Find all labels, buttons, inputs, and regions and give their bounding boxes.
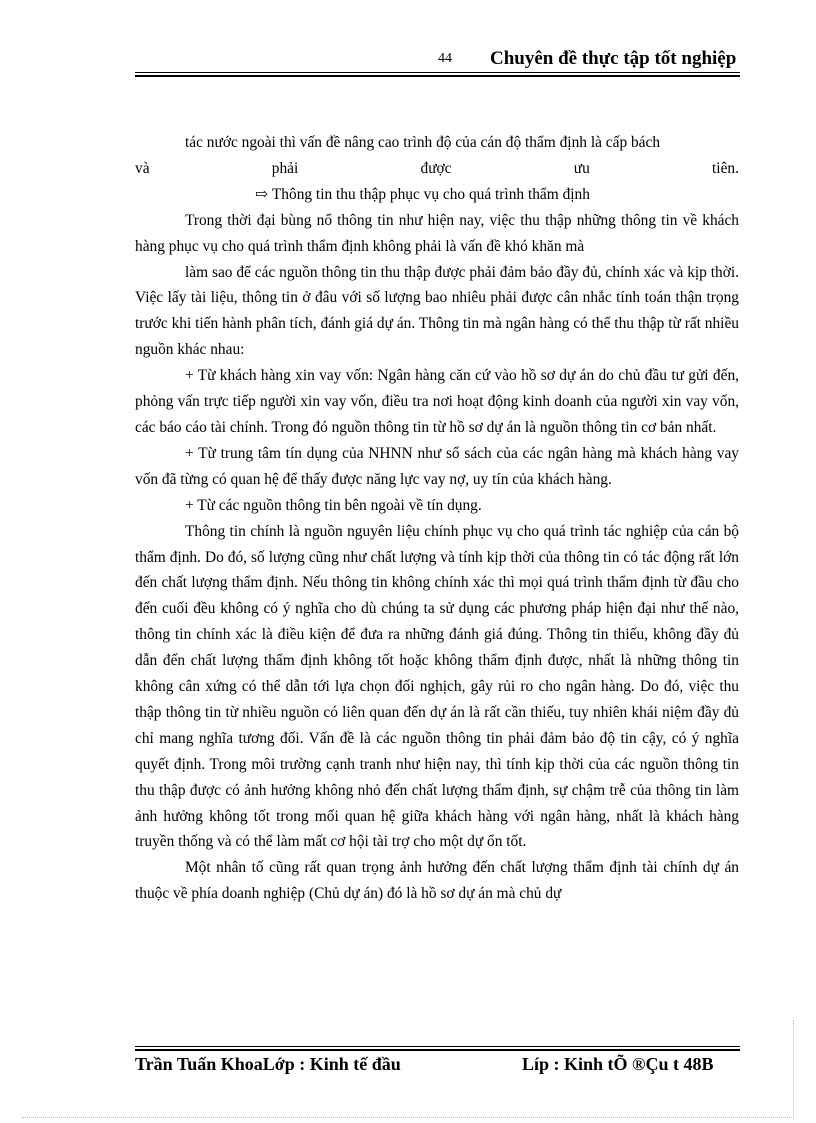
page-number: 44 bbox=[438, 51, 452, 66]
header-rule bbox=[135, 72, 740, 77]
paragraph-3: làm sao để các nguồn thông tin thu thập được phải đảm bảo đầy đủ, chính xác và kịp thời. Việc lấy tài liệu, thông tin ở đâu với số lượng bao nhiêu phải được cân nhắc tính toán thận trọng trước khi tiến hành phân tích, đánh giá dự án. Thông tin mà ngân hàng có thể thu thập từ rất nhiều nguồn khác nhau: bbox=[135, 263, 739, 359]
subheading bbox=[135, 182, 739, 208]
body-text bbox=[135, 130, 739, 907]
page-border-right bbox=[793, 1020, 794, 1120]
page-border-bottom bbox=[22, 1117, 794, 1118]
paragraph-2: Trong thời đại bùng nổ thông tin như hiện nay, việc thu thập những thông tin về khách hàng phục vụ cho quá trình thẩm định không phải là vấn đề khó khăn mà bbox=[135, 211, 739, 255]
paragraph-7: Thông tin chính là nguồn nguyên liệu chính phục vụ cho quá trình tác nghiệp của cán bộ thẩm định. Do đó, số lượng cũng như chất lượng và tính kịp thời của thông tin có tác động rất lớn đến chất lượng thẩm định. Nếu thông tin không chính xác thì mọi quá trình thẩm định từ đầu cho đến cuối đều không có ý nghĩa cho dù chúng ta sử dụng các phương pháp hiện đại như thế nào, thông tin chính xác là điều kiện để đưa ra những đánh giá đúng. Thông tin thiếu, không đầy đủ dẫn đến chất lượng thẩm định không tốt hoặc không thẩm định được, nhất là những thông tin không cân xứng có thể dẫn tới lựa chọn đối nghịch, gây rủi ro cho ngân hàng. Do đó, việc thu thập thông tin từ nhiều nguồn có liên quan đến dự án là rất cần thiếu, tuy nhiên khái niệm đầy đủ chỉ mang nghĩa tương đối. Vấn đề là các nguồn thông tin phải đảm bảo độ tin cậy, có ý nghĩa quyết định. Trong môi trường cạnh tranh như hiện nay, thì tính kịp thời của các nguồn thông tin thu thập được có ảnh hưởng không nhỏ đến chất lượng thẩm định, sự chậm trễ của thông tin làm ảnh hưởng không tốt trong mối quan hệ giữa khách hàng với ngân hàng, nhất là khách hàng truyền thống và có thể làm mất cơ hội tài trợ cho một dự ổn tốt. bbox=[135, 522, 739, 851]
spread-word: ưu bbox=[573, 159, 590, 177]
paragraph-8: Một nhân tố cũng rất quan trọng ảnh hưởng đến chất lượng thẩm định tài chính dự án thuộc về phía doanh nghiệp (Chủ dự án) đó là hồ sơ dự án mà chủ dự bbox=[135, 859, 739, 903]
paragraph-1-line-2 bbox=[135, 156, 739, 182]
paragraph-4: + Từ khách hàng xin vay vốn: Ngân hàng căn cứ vào hồ sơ dự án do chủ đầu tư gửi đến, phỏng vấn trực tiếp người xin vay vốn, điều tra nơi hoạt động kinh doanh của người xin vay vốn, các báo cáo tài chính. Trong đó nguồn thông tin từ hồ sơ dự án là nguồn thông tin cơ bản nhất. bbox=[135, 367, 739, 436]
footer-author: Trần Tuấn KhoaLớp : Kinh tế đầu bbox=[135, 1054, 401, 1074]
paragraph-5: + Từ trung tâm tín dụng của NHNN như sổ sách của các ngân hàng mà khách hàng vay vốn đã từng có quan hệ để thấy được năng lực vay nợ, uy tín của khách hàng. bbox=[135, 444, 739, 488]
footer-rule bbox=[135, 1046, 740, 1051]
footer-class: Líp : Kinh tÕ ®Çu t 48B bbox=[522, 1054, 714, 1074]
subheading-text: Thông tin thu thập phục vụ cho quá trình thẩm định bbox=[271, 185, 590, 203]
header-title: Chuyên đề thực tập tốt nghiệp bbox=[490, 48, 737, 69]
spread-word: phải bbox=[271, 159, 299, 177]
spread-word: được bbox=[420, 159, 452, 177]
spread-word: và bbox=[135, 159, 150, 177]
paragraph-6: + Từ các nguồn thông tin bên ngoài về tín dụng. bbox=[185, 496, 482, 514]
spread-word: tiên. bbox=[712, 159, 739, 177]
paragraph-1-line-1: tác nước ngoài thì vấn đề nâng cao trình độ của cán độ thẩm định là cấp bách bbox=[185, 134, 661, 151]
right-arrow-icon: ⇨ bbox=[255, 185, 268, 203]
